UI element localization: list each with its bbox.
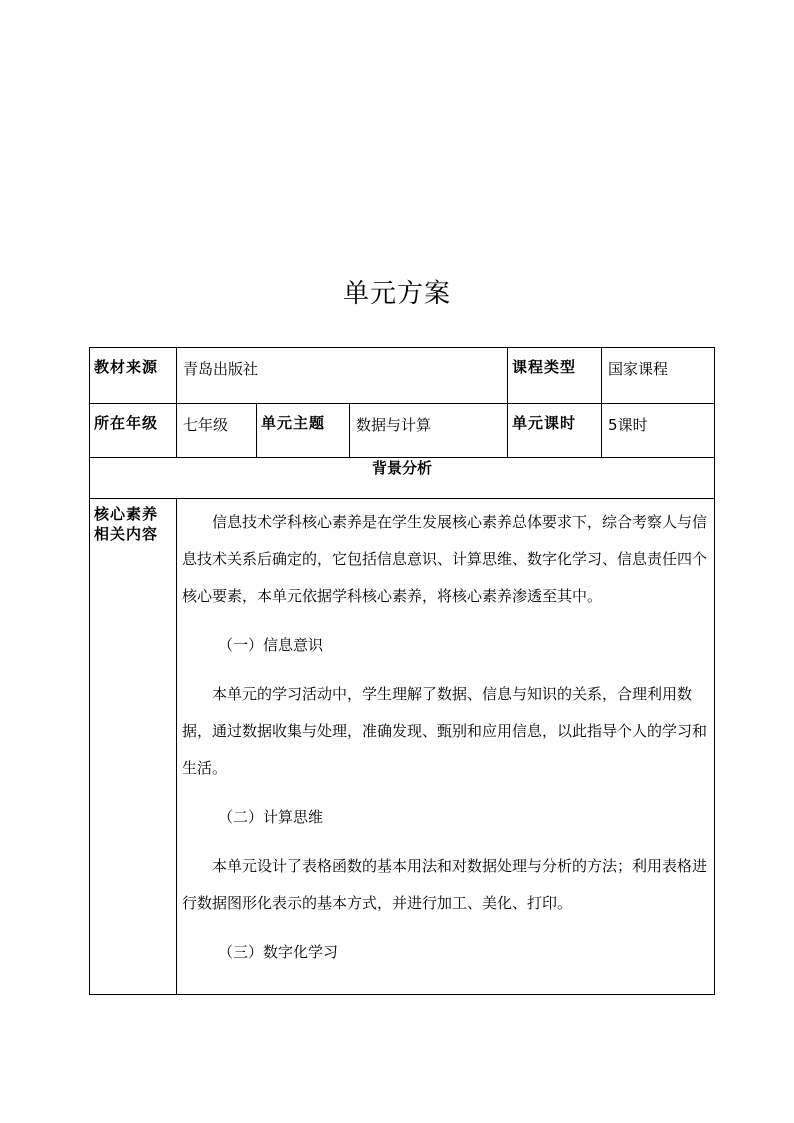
unit-plan-table: [89, 347, 715, 995]
unit-hours-value: 5课时: [602, 404, 715, 458]
unit-theme-value: 数据与计算: [350, 404, 508, 458]
course-type-value: 国家课程: [602, 348, 715, 404]
section-heading-information-awareness: （一）信息意识: [218, 636, 324, 654]
textbook-source-value: 青岛出版社: [177, 348, 508, 404]
core-literacy-content: [177, 499, 715, 995]
core-label-line2: 相关内容: [94, 525, 159, 543]
intro-paragraph: 信息技术学科核心素养是在学生发展核心素养总体要求下，综合考察人与信息技术关系后确定的，它包括信息意识、计算思维、数字化学习、信息责任四个核心要素，本单元依据学科核心素养，将核心素养渗透至其中。: [182, 513, 708, 605]
table-row: [90, 404, 715, 458]
paragraph-information-awareness: 本单元的学习活动中，学生理解了数据、信息与知识的关系，合理利用数据，通过数据收集与处理，准确发现、甄别和应用信息，以此指导个人的学习和生活。: [182, 685, 708, 777]
section-heading: 背景分析: [90, 458, 715, 499]
grade-value: 七年级: [177, 404, 257, 458]
textbook-source-label: 教材来源: [90, 348, 177, 404]
unit-hours-label: 单元课时: [508, 404, 602, 458]
paragraph-computational-thinking: 本单元设计了表格函数的基本用法和对数据处理与分析的方法；利用表格进行数据图形化表示的基本方式，并进行加工、美化、打印。: [182, 857, 708, 912]
section-heading-computational-thinking: （二）计算思维: [218, 808, 324, 826]
course-type-label: 课程类型: [508, 348, 602, 404]
core-literacy-label: [90, 499, 177, 995]
table-row: [90, 458, 715, 499]
table-row: [90, 348, 715, 404]
core-label-line1: 核心素养: [94, 505, 159, 523]
unit-theme-label: 单元主题: [257, 404, 350, 458]
grade-label: 所在年级: [90, 404, 177, 458]
table-row: [90, 499, 715, 995]
section-heading-digital-learning: （三）数字化学习: [218, 943, 339, 961]
document-title: 单元方案: [342, 279, 451, 309]
